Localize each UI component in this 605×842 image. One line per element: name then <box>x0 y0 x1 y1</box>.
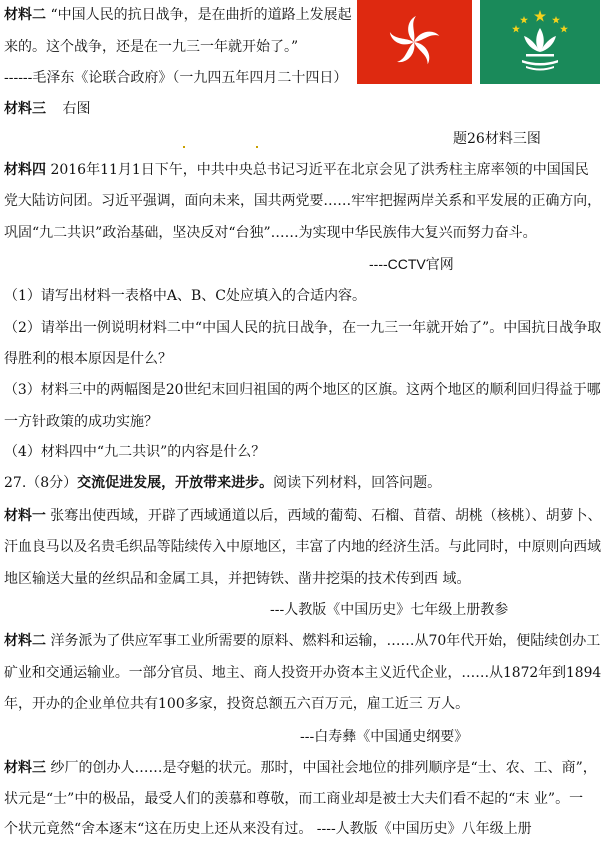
material-4-line-3: 巩固“九二共识”政治基础，坚决反对“台独”……为实现中华民族伟大复兴而努力奋斗。 <box>4 225 537 241</box>
question-27-number: 27.（8分） <box>4 475 78 491</box>
figure-caption: 题26材料三图 <box>453 131 541 147</box>
hong-kong-flag <box>357 0 472 84</box>
q27-material-3-line-3: 个状元竟然“舍本逐末“这在历史上还从来没有过。 ----人教版《中国历史》八年级上册 <box>4 821 532 837</box>
q27-material-2-line-2: 矿业和交通运输业。一部分官员、地主、商人投资开办资本主义近代企业，……从1872年到1894 <box>4 665 602 681</box>
material-4-text-1: 2016年11月1日下午，中共中央总书记习近平在北京会见了洪秀柱主席率领的中国国民 <box>50 162 589 178</box>
material-4-label: 材料四 <box>4 162 46 178</box>
material-3-label: 材料三 <box>4 101 46 117</box>
question-3-line-1: （3）材料三中的两幅图是20世纪末回归祖国的两个地区的区旗。这两个地区的顺利回归得益于哪 <box>4 382 601 398</box>
material-4-line-1 <box>4 159 589 181</box>
q27-material-1-line-3: 地区输送大量的丝织品和金属工具，并把铸铁、凿井挖渠的技术传到西 域。 <box>4 571 471 587</box>
q27-material-3-text-1: 纱厂的创办人……是夺魁的状元。那时，中国社会地位的排列顺序是“士、农、工、商”， <box>50 760 597 776</box>
material-3-text: 右图 <box>62 101 91 117</box>
decorative-dot <box>256 146 258 148</box>
q27-material-2-line-1 <box>4 630 600 652</box>
q27-material-2-text-1: 洋务派为了供应军事工业所需要的原料、燃料和运输，……从70年代开始，便陆续创办工 <box>50 633 601 649</box>
question-27-header <box>4 472 441 494</box>
question-27-instruction: 阅读下列材料，回答问题。 <box>273 475 442 491</box>
question-3-line-2: 一方针政策的成功实施？ <box>4 414 158 430</box>
material-2-source: ------毛泽东《论联合政府》（一九四五年四月二十四日） <box>4 70 348 86</box>
material-4-line-2: 党大陆访问团。习近平强调，面向未来，国共两党要……牢牢把握两岸关系和平发展的正确方向， <box>4 193 602 209</box>
q27-material-3-label: 材料三 <box>4 760 46 776</box>
material-3-line <box>4 98 90 120</box>
question-1: （1）请写出材料一表格中A、B、C处应填入的合适内容。 <box>4 288 367 304</box>
q27-material-1-label: 材料一 <box>4 508 46 524</box>
q27-material-2-label: 材料二 <box>4 633 46 649</box>
q27-material-3-line-2: 状元是“士”中的极品，最受人们的羡慕和尊敬，而工商业却是被士大夫们看不起的“末 业”。一 <box>4 791 584 807</box>
macau-flag <box>480 0 600 84</box>
material-2-text-1: “中国人民的抗日战争，是在曲折的道路上发展起 <box>50 7 352 23</box>
q27-material-1-text-1: 张骞出使西域，开辟了西域通道以后，西域的葡萄、石榴、苜蓿、胡桃（核桃）、胡萝卜、 <box>50 508 602 524</box>
question-27-theme: 交流促进发展，开放带来进步。 <box>77 475 274 491</box>
material-4-source: ----CCTV官网 <box>369 256 454 272</box>
material-2-line-2: 来的。这个战争，还是在一九三一年就开始了。” <box>4 39 299 55</box>
material-2-line-1 <box>4 4 352 26</box>
q27-material-1-line-1 <box>4 505 601 527</box>
question-2-line-1: （2）请举出一例说明材料二中“中国人民的抗日战争，在一九三一年就开始了”。中国抗日战争取 <box>4 320 602 336</box>
q27-material-1-line-2: 汗血良马以及名贵毛织品等陆续传入中原地区，丰富了内地的经济生活。与此同时，中原则向西域 <box>4 539 602 555</box>
decorative-dot <box>183 146 185 148</box>
question-4: （4）材料四中“九二共识”的内容是什么？ <box>4 444 266 460</box>
material-2-label: 材料二 <box>4 7 46 23</box>
q27-material-1-source: ---人教版《中国历史》七年级上册教参 <box>270 602 509 618</box>
q27-material-2-line-3: 年，开办的企业单位共有100多家，投资总额五六百万元，雇工近三 万人。 <box>4 696 470 712</box>
q27-material-2-source: ---白寿彝《中国通史纲要》 <box>300 729 469 745</box>
q27-material-3-line-1 <box>4 757 597 779</box>
question-2-line-2: 得胜利的根本原因是什么？ <box>4 351 172 367</box>
